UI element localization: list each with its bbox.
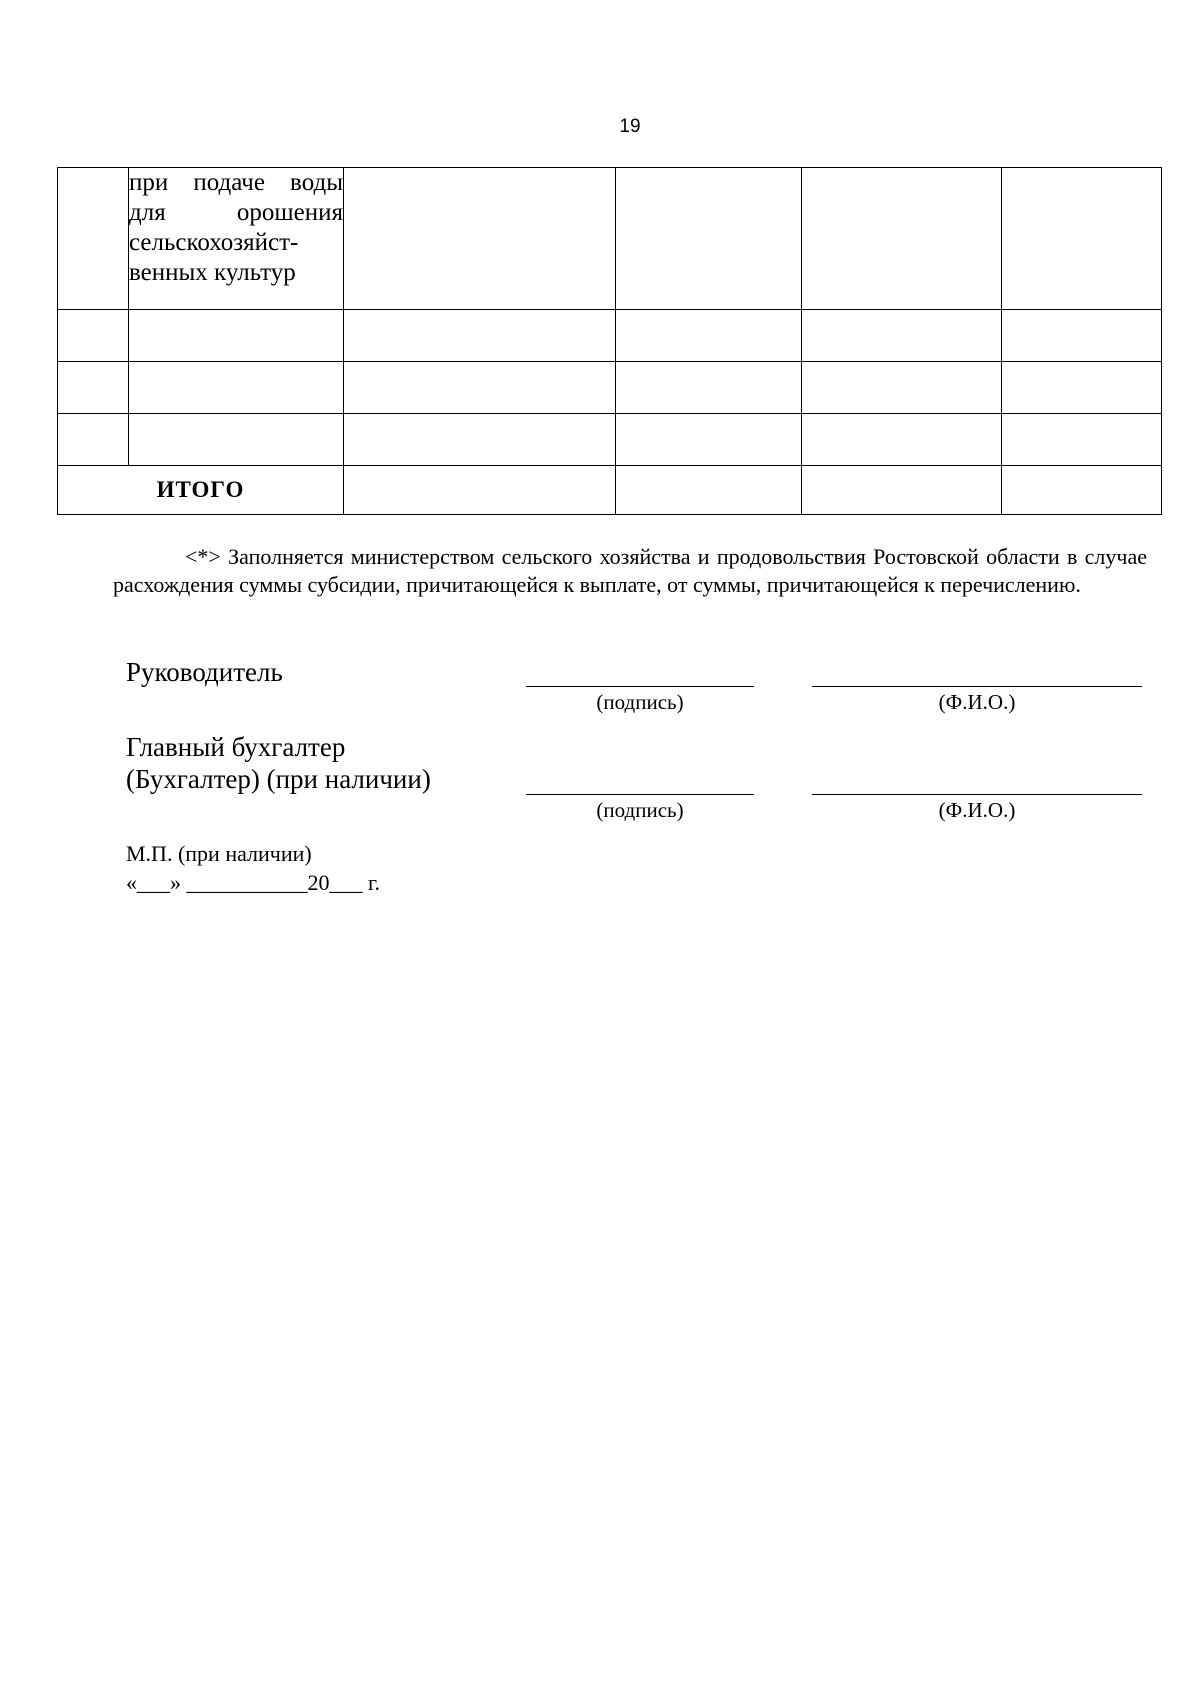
accountant-signature-line[interactable] bbox=[526, 794, 754, 795]
head-label: Руководитель bbox=[126, 657, 283, 687]
table-row bbox=[58, 168, 1162, 310]
date-line: «___» ___________20___ г. bbox=[126, 870, 381, 895]
head-signature-line[interactable] bbox=[526, 686, 754, 687]
accountant-label-note: (Бухгалтер) (при наличии) bbox=[126, 764, 431, 794]
footnote: <*> Заполняется министерством сельского хозяйства и продовольствия Ростовской области в случае расхождения суммы субсидии, причитающейся к выплате, от суммы, причитающейся к перечислению. bbox=[113, 544, 1147, 597]
name-caption: (Ф.И.О.) bbox=[938, 690, 1016, 714]
table-row bbox=[58, 414, 1162, 466]
head-name-line[interactable] bbox=[812, 686, 1142, 687]
table-row bbox=[58, 310, 1162, 362]
row-description: при подаче воды для орошения сельскохозяйст-венных культур bbox=[129, 168, 344, 310]
stamp-label: М.П. (при наличии) bbox=[126, 841, 312, 866]
subsidy-table bbox=[57, 167, 1162, 515]
page-number: 19 bbox=[619, 116, 641, 137]
signature-caption: (подпись) bbox=[596, 690, 684, 714]
signature-caption: (подпись) bbox=[596, 798, 684, 822]
accountant-label: Главный бухгалтер bbox=[126, 732, 346, 762]
accountant-name-line[interactable] bbox=[812, 794, 1142, 795]
total-row bbox=[58, 466, 1162, 515]
table-row bbox=[58, 362, 1162, 414]
total-label: ИТОГО bbox=[58, 466, 344, 515]
name-caption: (Ф.И.О.) bbox=[938, 798, 1016, 822]
